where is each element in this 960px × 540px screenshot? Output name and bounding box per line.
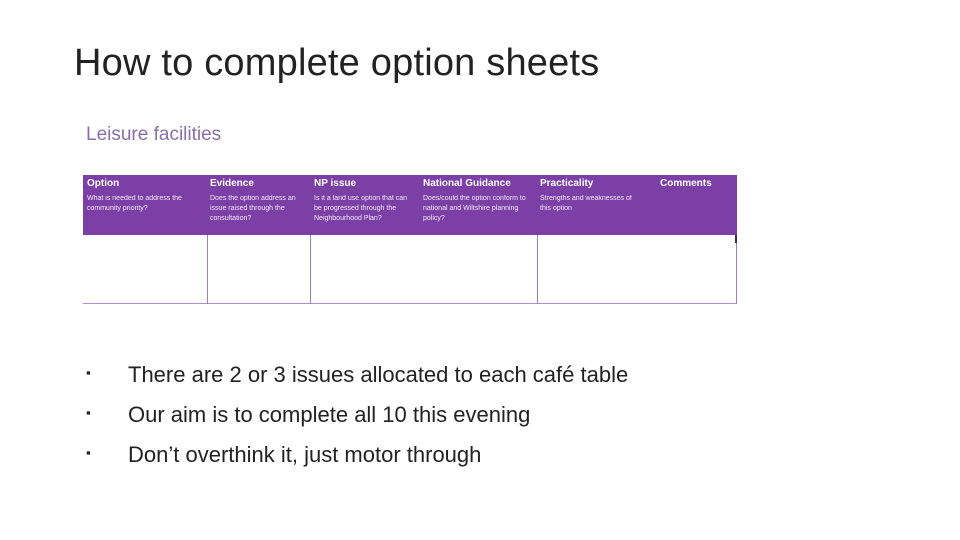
column-header: Practicality bbox=[540, 178, 594, 189]
column-description: Strengths and weaknesses of this option bbox=[540, 195, 632, 212]
column-header: National Guidance bbox=[423, 178, 511, 189]
column-description: Is it a land use option that can be progressed through the Neighbourhood Plan? bbox=[314, 195, 408, 222]
column-divider bbox=[537, 235, 538, 304]
column-description: What is needed to address the community priority? bbox=[87, 195, 182, 212]
sheet-subtitle: Leisure facilities bbox=[86, 124, 222, 145]
column-comments bbox=[660, 175, 734, 194]
column-divider bbox=[736, 235, 737, 304]
slide-title: How to complete option sheets bbox=[74, 42, 600, 84]
column-national-guidance bbox=[423, 175, 537, 224]
table-edge-mark bbox=[735, 235, 737, 243]
square-bullet-icon: ▪ bbox=[86, 405, 91, 420]
column-option bbox=[87, 175, 205, 214]
square-bullet-icon: ▪ bbox=[86, 365, 91, 380]
column-practicality bbox=[540, 175, 640, 214]
column-header: Comments bbox=[660, 178, 712, 189]
bullet-text: Don’t overthink it, just motor through bbox=[128, 442, 482, 467]
column-header: Option bbox=[87, 178, 120, 189]
option-sheet-table bbox=[83, 175, 737, 304]
column-evidence bbox=[210, 175, 308, 224]
table-empty-row bbox=[83, 235, 737, 304]
bullet-text: Our aim is to complete all 10 this evening bbox=[128, 402, 531, 427]
bullet-text: There are 2 or 3 issues allocated to each café table bbox=[128, 362, 629, 387]
square-bullet-icon: ▪ bbox=[86, 445, 91, 460]
column-np-issue bbox=[314, 175, 414, 224]
column-description: Does/could the option conform to national and Wiltshire planning policy? bbox=[423, 195, 526, 222]
table-header-row bbox=[83, 175, 737, 235]
column-divider bbox=[310, 235, 311, 304]
column-divider bbox=[207, 235, 208, 304]
column-header: Evidence bbox=[210, 178, 254, 189]
column-header: NP issue bbox=[314, 178, 357, 189]
column-description: Does the option address an issue raised through the consultation? bbox=[210, 195, 296, 222]
